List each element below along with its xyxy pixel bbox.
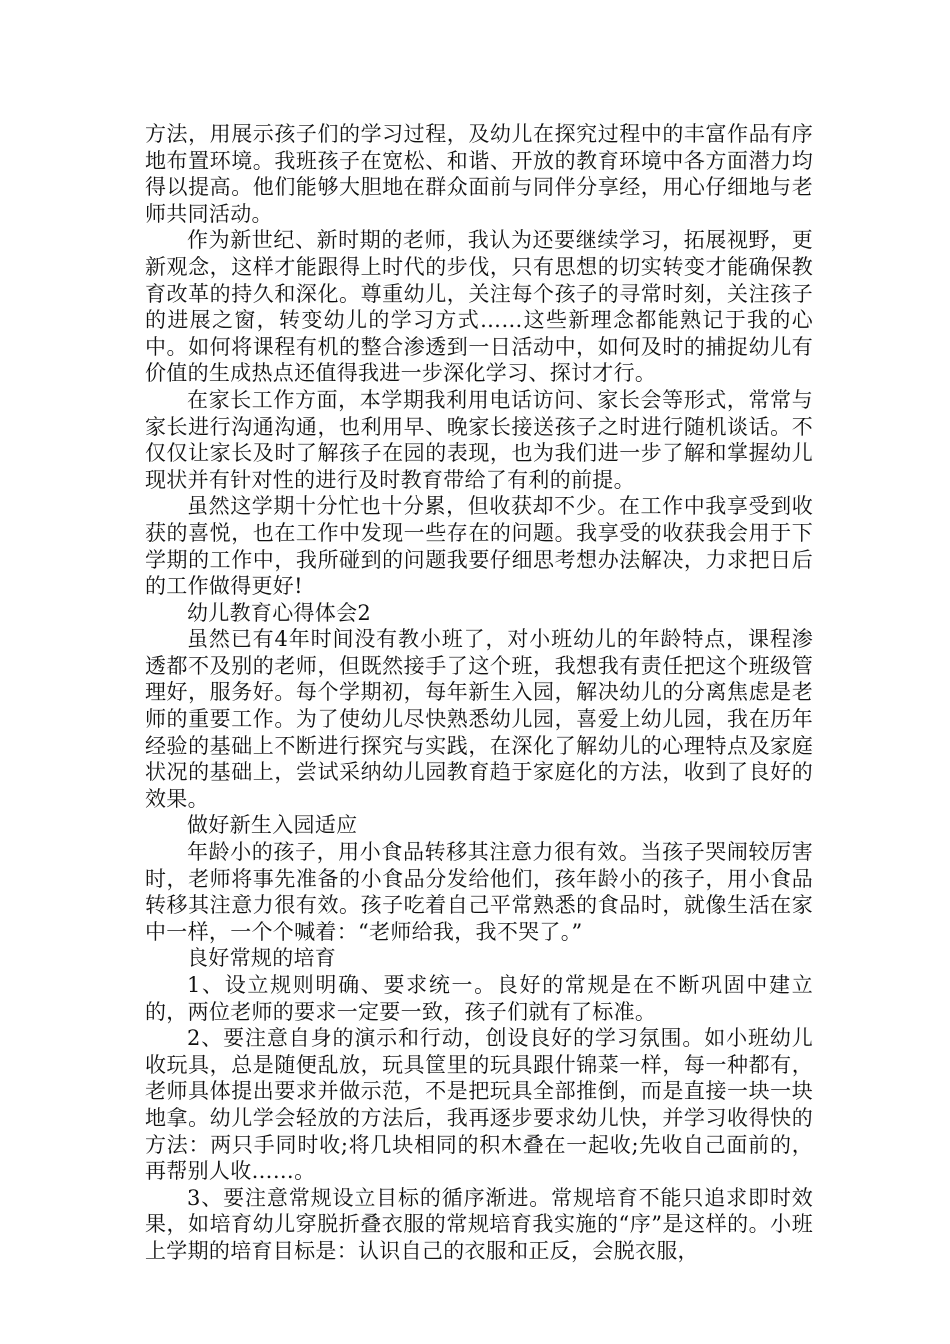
paragraph-9: 3、要注意常规设立目标的循序渐进。常规培育不能只追求即时效果，如培育幼儿穿脱折叠衣服的常规培育我实施的“序”是这样的。小班上学期的培育目标是：认识自己的衣服和正反，会脱衣服， (145, 1185, 813, 1263)
paragraph-3: 在家长工作方面，本学期我利用电话访问、家长会等形式，常常与家长进行沟通沟通，也利用早、晚家长接送孩子之时进行随机谈话。不仅仅让家长及时了解孩子在园的表现，也为我们进一步了解和掌握幼儿现状并有针对性的进行及时教育带给了有利的前提。 (145, 387, 813, 492)
paragraph-2: 作为新世纪、新时期的老师，我认为还要继续学习，拓展视野，更新观念，这样才能跟得上时代的步伐，只有思想的切实转变才能确保教育改革的持久和深化。尊重幼儿，关注每个孩子的寻常时刻，关注孩子的进展之窗，转变幼儿的学习方式……这些新理念都能熟记于我的心中。如何将课程有机的整合渗透到一日活动中，如何及时的捕捉幼儿有价值的生成热点还值得我进一步深化学习、探讨才行。 (145, 228, 813, 386)
paragraph-5: 虽然已有4年时间没有教小班了，对小班幼儿的年龄特点，课程渗透都不及别的老师，但既然接手了这个班，我想我有责任把这个班级管理好，服务好。每个学期初，每年新生入园，解决幼儿的分离焦虑是老师的重要工作。为了使幼儿尽快熟悉幼儿园，喜爱上幼儿园，我在历年经验的基础上不断进行探究与实践，在深化了解幼儿的心理特点及家庭状况的基础上，尝试采纳幼儿园教育趋于家庭化的方法，收到了良好的效果。 (145, 627, 813, 811)
paragraph-6: 年龄小的孩子，用小食品转移其注意力很有效。当孩子哭闹较厉害时，老师将事先准备的小食品分发给他们，孩年龄小的孩子，用小食品转移其注意力很有效。孩子吃着自己平常熟悉的食品时，就像生活在家中一样，一个个喊着：“老师给我，我不哭了。” (145, 840, 813, 944)
section-heading-3: 良好常规的培育 (187, 946, 337, 971)
paragraph-8: 2、要注意自身的演示和行动，创设良好的学习氛围。如小班幼儿收玩具，总是随便乱放，玩具筐里的玩具跟什锦菜一样，每一种都有，老师具体提出要求并做示范，不是把玩具全部推倒，而是直接一块一块地拿。幼儿学会轻放的方法后，我再逐步要求幼儿快，并学习收得快的方法：两只手同时收;将几块相同的积木叠在一起收;先收自己面前的，再帮别人收……。 (145, 1026, 813, 1184)
paragraph-4: 虽然这学期十分忙也十分累，但收获却不少。在工作中我享受到收获的喜悦，也在工作中发现一些存在的问题。我享受的收获我会用于下学期的工作中，我所碰到的问题我要仔细思考想办法解决，力求把日后的工作做得更好! (145, 494, 813, 599)
paragraph-7: 1、设立规则明确、要求统一。良好的常规是在不断巩固中建立的，两位老师的要求一定要一致，孩子们就有了标准。 (145, 973, 813, 1024)
document-page (145, 121, 813, 1265)
paragraph-1: 方法，用展示孩子们的学习过程，及幼儿在探究过程中的丰富作品有序地布置环境。我班孩子在宽松、和谐、开放的教育环境中各方面潜力均得以提高。他们能够大胆地在群众面前与同伴分享经，用心仔细地与老师共同活动。 (145, 122, 813, 226)
section-heading-1: 幼儿教育心得体会2 (187, 600, 372, 625)
section-heading-2: 做好新生入园适应 (187, 813, 358, 838)
